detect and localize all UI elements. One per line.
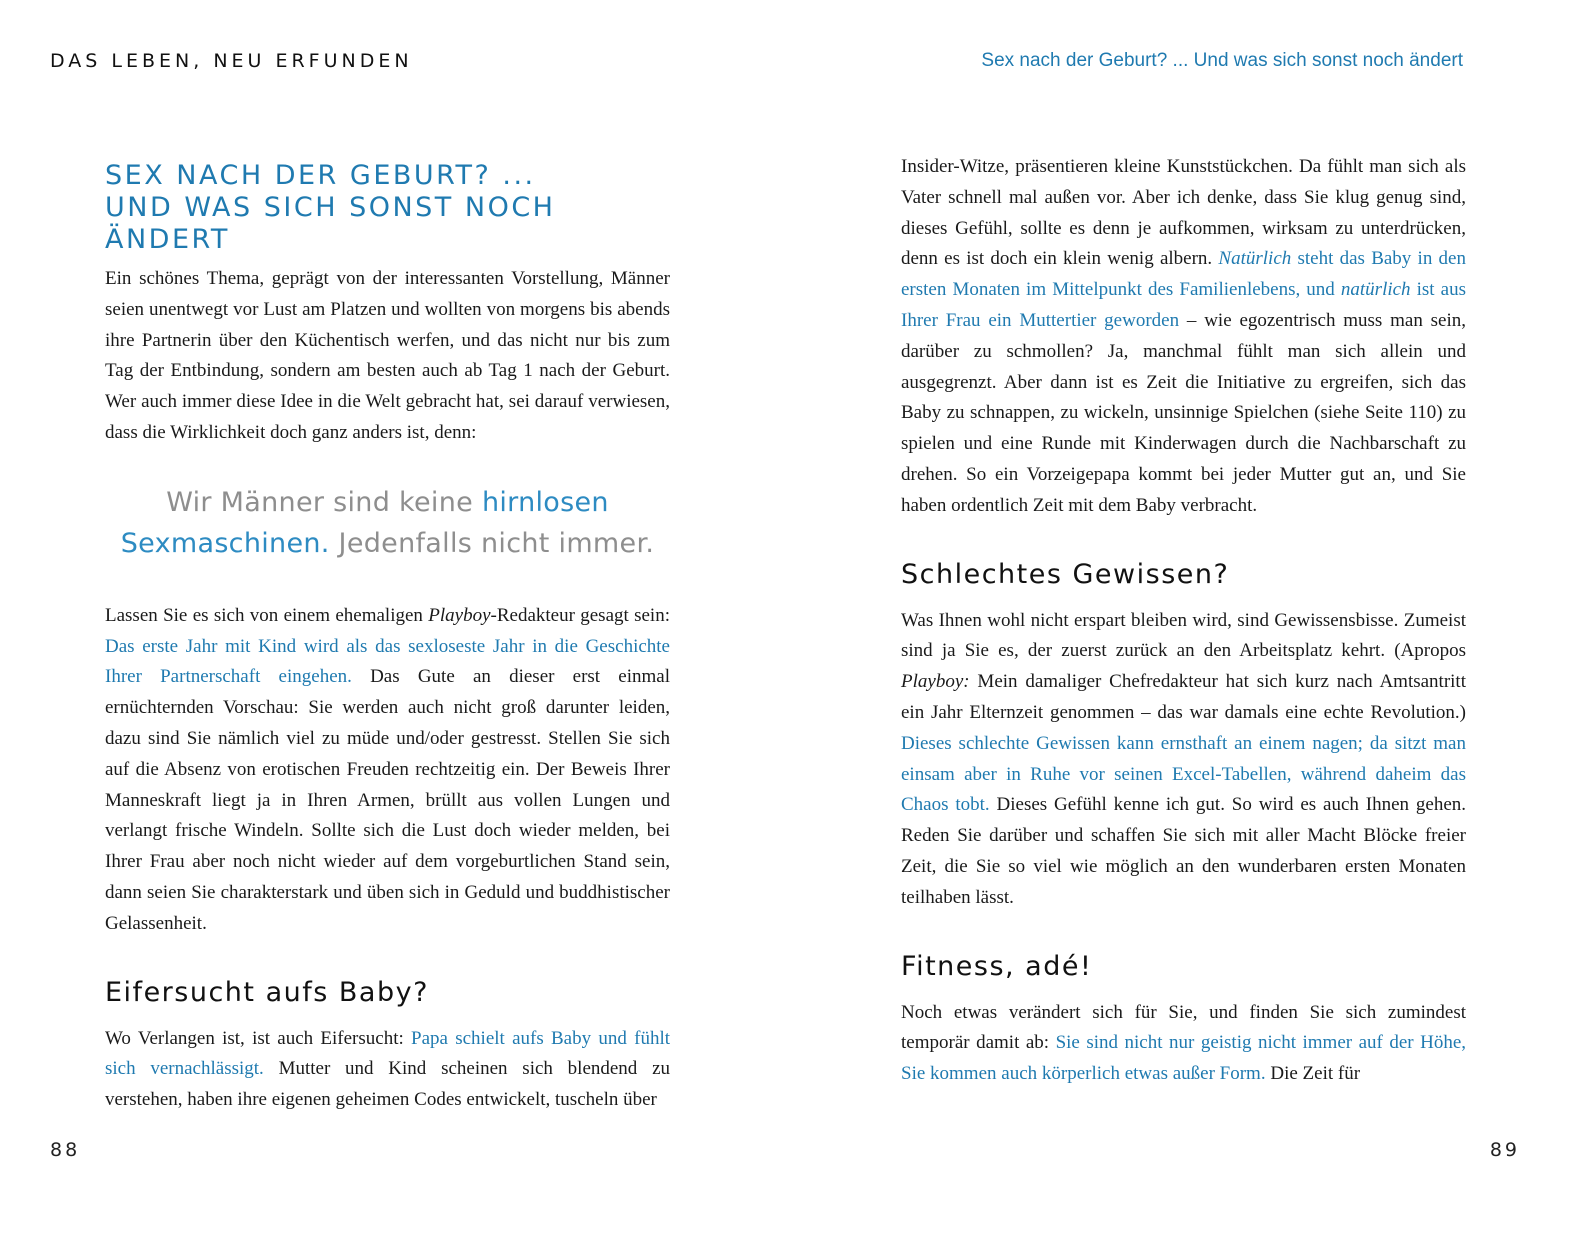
text-run: Was Ihnen wohl nicht erspart bleiben wird, sind Gewissensbisse. Zumeist sind ja Sie es, der zuerst zurück an den Arbeitsplatz kehrt. (Apropos — [901, 609, 1466, 662]
text-run: Dieses Gefühl kenne ich gut. So wird es auch Ihnen gehen. Reden Sie darüber und schaffen Sie sich mit aller Macht Blöcke freier Zeit, die Sie so viel wie möglich an den wunderbaren ersten Monaten teilhaben lässt. — [901, 794, 1466, 908]
text-run: Wo Verlangen ist, ist auch Eifersucht: — [105, 1027, 412, 1049]
pull-quote-highlight: hirnlosen Sexmaschinen. — [120, 486, 609, 559]
right-page — [797, 0, 1594, 1240]
italic-highlight-run: Natürlich — [1218, 248, 1292, 270]
playboy-paragraph — [105, 601, 670, 940]
pull-quote — [105, 482, 670, 564]
intro-paragraph: Ein schönes Thema, geprägt von der interessanten Vorstellung, Männer seien unentwegt vor Lust am Platzen und wollten von morgens bis abends ihre Partnerin über den Küchentisch werfen, und das nicht nur bis zum Tag der Entbindung, sondern am besten auch ab Tag 1 nach der Geburt. Wer auch immer diese Idee in die Welt gebracht hat, sei darauf verwiesen, dass die Wirklichkeit doch ganz anders ist, denn: — [105, 268, 670, 443]
fitness-paragraph — [901, 998, 1466, 1090]
subhead-eifersucht: Eifersucht aufs Baby? — [105, 976, 429, 1008]
pull-quote-part1: Wir Männer sind keine — [166, 486, 482, 518]
text-run: Die Zeit für — [1265, 1063, 1361, 1085]
text-run: -Redakteur gesagt sein: — [490, 604, 670, 626]
page-number-left: 88 — [50, 1139, 81, 1161]
gewissen-paragraph — [901, 606, 1466, 914]
highlight-run: ist aus Ihrer Frau ein Muttertier geworden — [901, 279, 1466, 331]
eifersucht-paragraph — [105, 1024, 670, 1116]
running-head-right: Sex nach der Geburt? ... Und was sich sonst noch ändert — [981, 50, 1463, 71]
highlight-run: Papa schielt aufs Baby und fühlt sich vernachlässigt. — [105, 1027, 670, 1080]
text-run: Insider-Witze, präsentieren kleine Kunststückchen. Da fühlt man sich als Vater schnell mal außen vor. Aber ich denke, dass Sie klug genug sind, dieses Gefühl, sollte es denn je aufkommen, wirksam zu unterdrücken, denn es ist doch ein klein wenig albern. — [901, 156, 1466, 270]
italic-highlight-run: natürlich — [1340, 279, 1411, 301]
subhead-fitness: Fitness, adé! — [901, 950, 1093, 982]
chapter-title-line1: SEX NACH DER GEBURT? ... — [105, 160, 536, 191]
running-head-left: DAS LEBEN, NEU ERFUNDEN — [50, 50, 413, 72]
highlight-run: Dieses schlechte Gewissen kann ernsthaft an einem nagen; da sitzt man einsam aber in Ruhe vor seinen Excel-Tabellen, während daheim das Chaos tobt. — [901, 732, 1466, 816]
highlight-run: Sie sind nicht nur geistig nicht immer auf der Höhe, Sie kommen auch körperlich etwas außer Form. — [901, 1032, 1466, 1085]
pull-quote-part3: Jedenfalls nicht immer. — [329, 527, 655, 559]
chapter-title — [105, 160, 670, 256]
text-run: Das Gute an dieser erst einmal ernüchternden Vorschau: Sie werden auch nicht groß darunter leiden, dazu sind Sie nämlich viel zu müde und/oder gestresst. Stellen Sie sich auf die Absenz von erotischen Freuden rechtzeitig ein. Der Beweis Ihrer Manneskraft liegt ja in Ihren Armen, brüllt aus vollen Lungen und verlangt frische Windeln. Sollte sich die Lust doch wieder melden, bei Ihrer Frau aber noch nicht wieder auf dem vorgeburtlichen Stand sein, dann seien Sie charakterstark und üben sich in Geduld und buddhistischer Gelassenheit. — [105, 666, 670, 934]
page-number-right: 89 — [1489, 1139, 1520, 1161]
text-run: Noch etwas verändert sich für Sie, und finden Sie sich zumindest temporär damit ab: — [901, 1001, 1466, 1054]
right-column — [901, 152, 1466, 1090]
highlight-run: steht das Baby in den ersten Monaten im Mittelpunkt des Familienlebens, und — [901, 248, 1466, 301]
subhead-gewissen: Schlechtes Gewissen? — [901, 558, 1230, 590]
text-run: Mein damaliger Chefredakteur hat sich kurz nach Amtsantritt ein Jahr Elternzeit genommen – das war damals eine echte Revolution.) — [901, 671, 1466, 723]
left-column — [105, 160, 670, 1116]
highlight-run: Das erste Jahr mit Kind wird als das sexloseste Jahr in die Geschichte Ihrer Partnerschaft eingehen. — [105, 635, 670, 688]
continued-paragraph — [901, 152, 1466, 522]
italic-run: Playboy — [428, 604, 491, 626]
text-run: Lassen Sie es sich von einem ehemaligen — [105, 604, 429, 626]
text-run: Mutter und Kind scheinen sich blendend zu verstehen, haben ihre eigenen geheimen Codes entwickelt, tuscheln über — [105, 1058, 670, 1111]
italic-run: Playboy: — [901, 671, 970, 693]
text-run: – wie egozentrisch muss man sein, darüber zu schmollen? Ja, manchmal fühlt man sich allein und ausgegrenzt. Aber dann ist es Zeit die Initiative zu ergreifen, sich das Baby zu schnappen, zu wickeln, unsinnige Spielchen (siehe Seite 110) zu spielen und eine Runde mit Kinderwagen durch die Nachbarschaft zu drehen. So ein Vorzeigepapa kommt bei jeder Mutter gut an, und Sie haben ordentlich Zeit mit dem Baby verbracht. — [901, 309, 1466, 516]
chapter-title-line2: UND WAS SICH SONST NOCH ÄNDERT — [105, 192, 556, 255]
